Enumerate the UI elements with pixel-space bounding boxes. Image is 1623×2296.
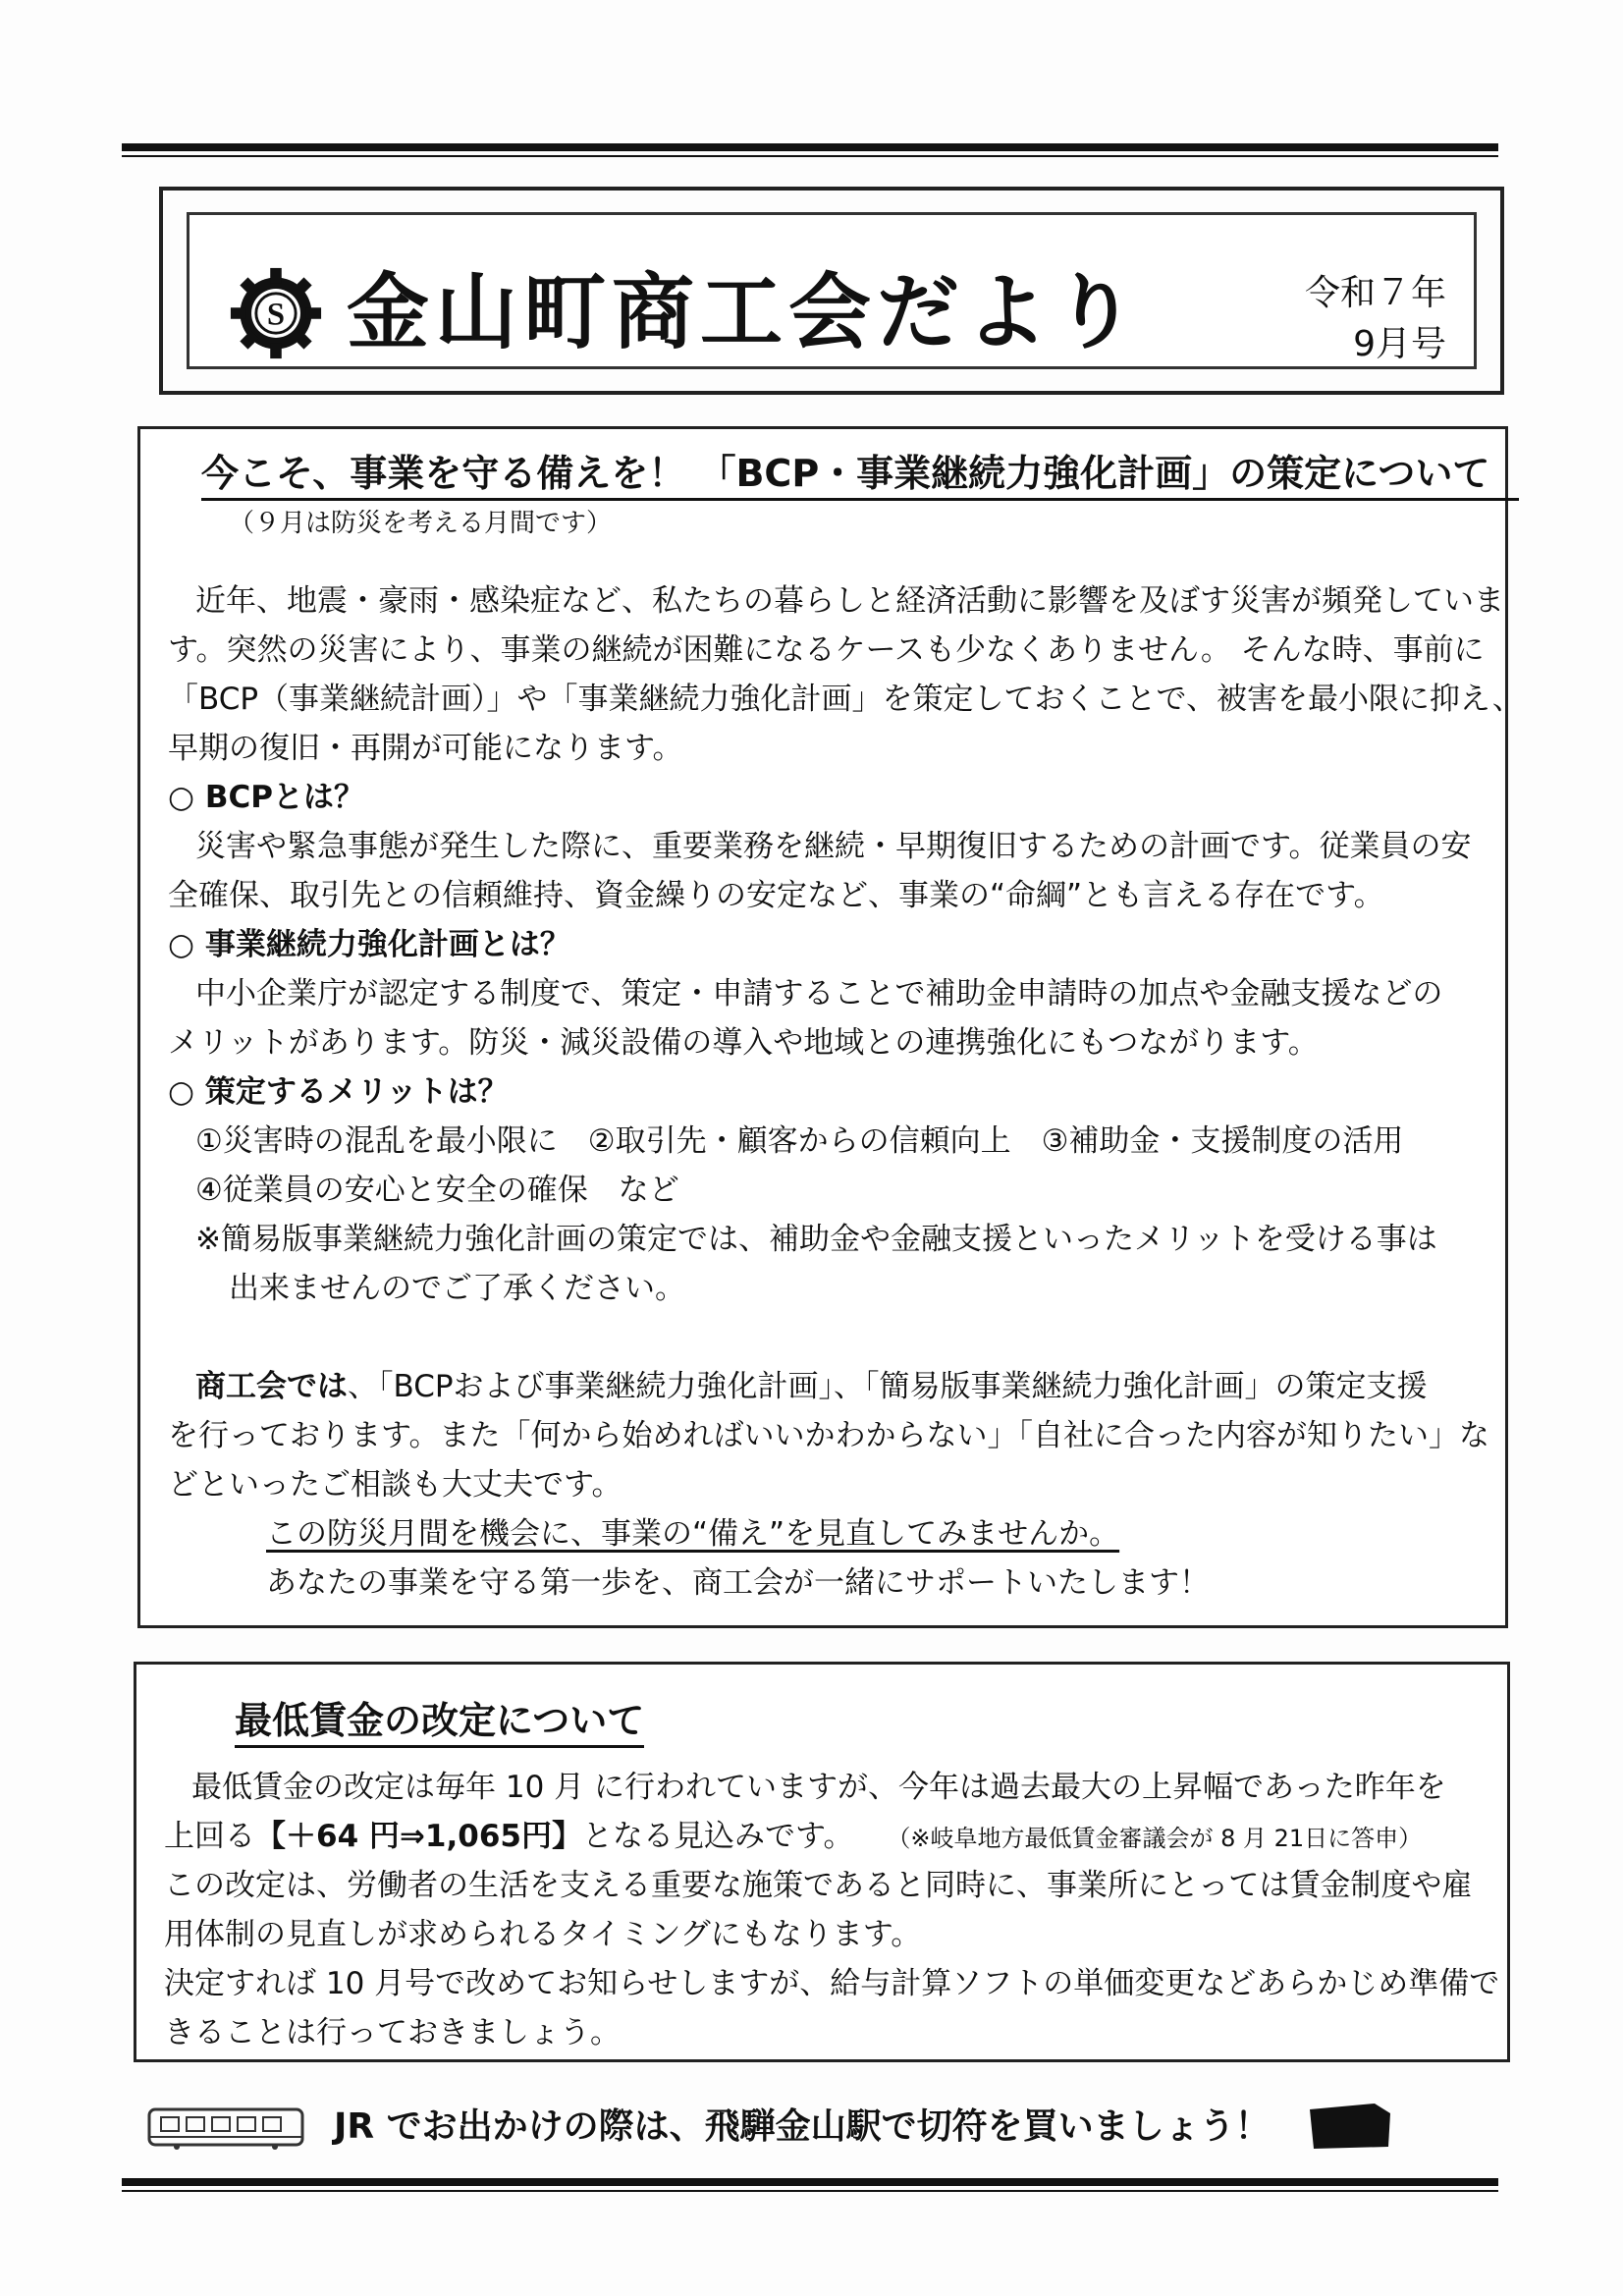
caution-line: 出来ませんのでご了承ください。: [229, 1271, 685, 1306]
bcp-intro-line: 近年、地震・豪雨・感染症など、私たちの暮らしと経済活動に影響を及ぼす災害が頻発していま: [195, 583, 1504, 619]
publication-title: 金山町商工会だより: [347, 264, 1143, 360]
bcp-answer-line: 災害や緊急事態が発生した際に、重要業務を継続・早期復旧するための計画です。従業員の安: [195, 829, 1472, 864]
train-icon: [147, 2105, 304, 2151]
bcp-article: [137, 426, 1523, 1628]
bcp-note: （９月は防災を考える月間です）: [229, 509, 613, 538]
wage-line-post: となる見込みです。: [581, 1819, 854, 1854]
caution-line: ※簡易版事業継続力強化計画の策定では、補助金や金融支援といったメリットを受ける事は: [195, 1222, 1437, 1257]
merit-line: ①災害時の混乱を最小限に ②取引先・顧客からの信頼向上 ③補助金・支援制度の活用: [195, 1123, 1404, 1159]
bcp-heading: 今こそ、事業を守る備えを！ 「BCP・事業継続力強化計画」の策定について: [201, 449, 1519, 501]
bottom-rule-thin: [122, 2190, 1498, 2192]
support-line: [168, 1362, 1511, 1411]
bottom-rule-thick: [122, 2178, 1498, 2186]
plan-answer-line: 中小企業庁が認定する制度で、策定・申請することで補助金申請時の加点や金融支援などの: [195, 976, 1443, 1011]
wage-body-line: 決定すれば 10 月号で改めてお知らせしますが、給与計算ソフトの単価変更などあらかじめ準備で: [164, 1966, 1500, 2001]
bcp-intro-line: 「BCP（事業継続計画）」や「事業継続力強化計画」を策定しておくことで、被害を最小限に抑え、: [168, 682, 1523, 717]
wage-line: 最低賃金の改定は毎年 10 月 に行われていますが、今年は過去最大の上昇幅であった昨年を: [191, 1770, 1446, 1805]
wage-body-line: この改定は、労働者の生活を支える重要な施策であると同時に、事業所にとっては賃金制度や雇: [164, 1868, 1473, 1903]
support-line: どといったご相談も大丈夫です。: [168, 1467, 622, 1503]
support-text: 、「BCPおよび事業継続力強化計画」、「簡易版事業継続力強化計画」の策定支援: [348, 1369, 1428, 1404]
footer-text: JR でお出かけの際は、飛騨金山駅で切符を買いましょう！: [334, 2106, 1271, 2147]
bcp-question-heading: ○ BCPとは？: [168, 780, 364, 815]
merit-question-heading: ○ 策定するメリットは？: [168, 1074, 509, 1110]
wage-body-line: 用体制の見直しが求められるタイミングにもなります。: [164, 1917, 922, 1952]
support-lead: 商工会では: [195, 1369, 348, 1404]
plan-answer-line: メリットがあります。防災・減災設備の導入や地域との連携強化にもつながります。: [168, 1025, 1319, 1061]
wage-amount: 【＋64 円⇒1,065円】: [255, 1819, 582, 1854]
top-rule-thin: [122, 155, 1498, 157]
bcp-intro-line: す。突然の災害により、事業の継続が困難になるケースも少なくありません。 そんな時、事前に: [168, 632, 1485, 668]
closing-underlined-text: この防災月間を機会に、事業の“備え”を見直してみませんか。: [266, 1516, 1120, 1552]
issue-era: 令和７年: [1304, 273, 1446, 313]
footer-notice: [147, 2092, 1424, 2162]
closing-line: あなたの事業を守る第一歩を、商工会が一緒にサポートいたします！: [266, 1565, 1210, 1601]
wage-line: [164, 1812, 1480, 1863]
svg-text:S: S: [266, 297, 286, 333]
wage-line-pre: 上回る: [164, 1819, 255, 1854]
support-line: を行っております。また「何から始めればいいかわからない」「自社に合った内容が知りたい」な: [168, 1418, 1490, 1453]
wage-heading: 最低賃金の改定について: [235, 1696, 644, 1748]
issue-date: [1270, 268, 1446, 370]
masthead-panel: [187, 212, 1477, 369]
wage-source-note: （※岐阜地方最低賃金審議会が 8 月 21日に答申）: [887, 1825, 1423, 1852]
wage-body-line: きることは行っておきましょう。: [164, 2015, 621, 2050]
closing-underlined-line: [168, 1509, 1582, 1558]
bcp-answer-line: 全確保、取引先との信頼維持、資金繰りの安定など、事業の“命綱”とも言える存在です。: [168, 878, 1384, 913]
bcp-intro-line: 早期の復旧・再開が可能になります。: [168, 731, 683, 766]
masthead: [159, 187, 1504, 395]
top-rule-thick: [122, 143, 1498, 151]
plan-question-heading: ○ 事業継続力強化計画とは？: [168, 927, 570, 962]
minimum-wage-article: [134, 1662, 1510, 2062]
gear-s-logo-icon: [229, 266, 323, 360]
issue-month: 9月号: [1353, 324, 1446, 364]
stamp-icon: [1306, 2100, 1394, 2153]
merit-line: ④従業員の安心と安全の確保 など: [195, 1173, 679, 1208]
